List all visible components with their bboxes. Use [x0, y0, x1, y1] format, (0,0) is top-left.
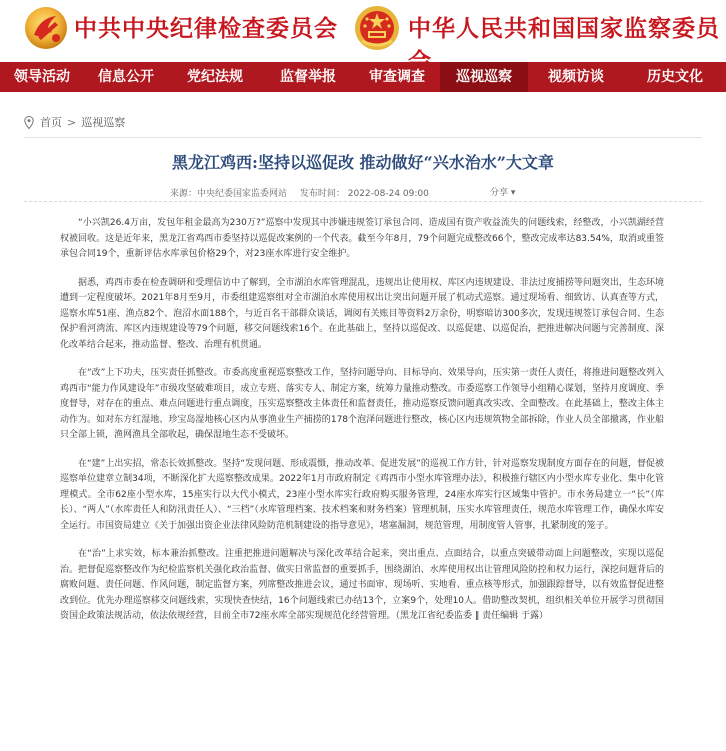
nav-item-history[interactable]: 历史文化: [647, 69, 703, 85]
article-body: [60, 216, 664, 638]
article-source: 来源：中央纪委国家监委网站: [170, 189, 288, 199]
divider: [24, 137, 702, 138]
nav-item-info-disclosure[interactable]: 信息公开: [98, 69, 154, 85]
nav-item-investigation[interactable]: 审查调查: [369, 69, 425, 85]
article-title: 黑龙江鸡西:坚持以巡促改 推动做好“兴水治水”大文章: [172, 153, 554, 172]
location-pin-icon: [24, 116, 34, 129]
nav-item-regulations[interactable]: 党纪法规: [187, 69, 243, 85]
nav-item-leadership[interactable]: 领导活动: [14, 69, 70, 85]
breadcrumb-home-link[interactable]: 首页: [40, 116, 62, 129]
site-header: [0, 0, 726, 62]
paragraph: 在“建”上出实招，常态长效抓整改。坚持“发现问题、形成震慑，推动改革、促进发展”的巡视工作方针，针对巡察发现制度方面存在的问题，督促被巡察单位建章立制34项，不断深化扩大巡察整改成果。2022年1月市政府制定《鸡西市小型水库管理办法》，积极推行辖区内小型水库专业化、集中化管理模式。全市62座小型水库，15座实行以大代小模式，23座小型水库实行政府购买服务管理，24座水库实行区域集中管护。市水务局建立一“长”（库长）、“两人”（水库责任人和防汛责任人）、“三档”（水库管理档案、技术档案和财务档案）管理机制，压实水库管理责任，规范水库管理工作，确保水库安全运行。市国资局建立《关于加强出资企业法律风险防范机制建设的指导意见》，堵塞漏洞，规范管理，用制度管人管事，扎紧制度的笼子。: [60, 458, 664, 531]
paragraph: 在“治”上求实效，标本兼治抓整改。注重把推进问题解决与深化改革结合起来，突出重点、点面结合，以重点突破带动面上问题整改，实现以巡促治。把督促巡察整改作为纪检监察机关强化政治监督、做实日常监督的重要抓手，围绕湖泊、水库使用权出让管理风险防控和权力运行，深挖问题背后的腐败问题、责任问题、作风问题，制定监督方案，列席整改推进会议，通过书面审、现场听、实地看、重点核等形式，加强跟踪督导，以有效监督促进整改到位。优先办理巡察移交问题线索，实现快查快结，16个问题线索已办结13个，立案9个，处理10人。借助整改契机，组织相关单位开展学习贯彻国资国企政策法规活动，依法依规经营，目前全市72座水库全部实现规范化经营管理。（黑龙江省纪委监委 ‖ 责任编辑 于露）: [60, 549, 664, 621]
national-emblem-icon[interactable]: [352, 3, 402, 53]
nav-item-inspection[interactable]: 巡视巡察: [440, 62, 528, 92]
article-meta: [170, 186, 439, 199]
breadcrumb-separator: >: [67, 115, 77, 129]
divider: [24, 201, 702, 202]
party-emblem-icon[interactable]: [22, 4, 70, 52]
breadcrumb: [24, 114, 125, 130]
article-time: 发布时间： 2022-08-24 09:00: [299, 189, 429, 199]
cpc-ccdi-title[interactable]: 中共中央纪律检查委员会: [74, 15, 338, 42]
paragraph: 据悉，鸡西市委在检查调研和受理信访中了解到，全市湖泊水库管理混乱，违规出让使用权、库区内违规建设、非法过度捕捞等问题突出，生态环境遭到一定程度破坏。2021年8月至9月，市委组建巡察组对全市湖泊水库使用权出让突出问题开展了机动式巡察。通过现场看、细致访、认真查等方式，巡察水库51座、渔点82个、泡沼水面188个，与近百名干部群众谈话，调阅有关账目等资料2万余份，明察暗访300多次，发现违规签订承包合同、生态保护看河湾流、库区内违规建设等79个问题，移交问题线索16个。在此基础上，坚持以巡促改、以巡促建、以巡促治，把推进解决问题与完善制度、深化改革结合起来，推动监督、整改、治理有机贯通。: [60, 277, 664, 350]
paragraph: “小兴凯26.4万亩，发包年租金最高为230万?”巡察中发现其中涉嫌违规签订承包合同、造成国有资产收益流失的问题线索，经整改，小兴凯湖经营权被回收。这是近年来，黑龙江省鸡西市委坚持以巡促改案例的一个代表。截至今年8月，79个问题完成整改66个，整改完成率达83.54%，取消或重签承包合同19个，重新评估水库承包价格29个，对23座水库进行安全维护。: [60, 218, 664, 259]
nsc-title[interactable]: 中华人民共和国国家监察委员: [408, 15, 720, 42]
share-button[interactable]: 分享 ▾: [490, 188, 516, 198]
main-nav: [0, 62, 726, 92]
paragraph: 在“改”上下功夫，压实责任抓整改。市委高度重视巡察整改工作，坚持问题导向、目标导向、效果导向，压实第一责任人责任，将推进问题整改列入鸡西市“能力作风建设年”市级攻坚破难项目，成立专班、落实专人、制定方案，统筹力量推动整改。市委巡察工作领导小组精心谋划，坚持月度调度、季度督导，对存在的重点、难点问题进行重点调度，压实巡察整改主体责任和监督责任，推动巡察反馈问题真改实改、全面整改。在此基础上，整改主体主动作为。如对东方红湿地、珍宝岛湿地核心区内从事渔业生产捕捞的178个泡泽问题进行整改，核心区内违规筑物全部拆除，作业人员全部撤离，作业船只全部上锁，渔网渔具全部收起，确保湿地生态不受破坏。: [60, 368, 664, 440]
breadcrumb-current-link[interactable]: 巡视巡察: [81, 116, 126, 129]
nav-item-video[interactable]: 视频访谈: [548, 69, 604, 85]
nav-item-report[interactable]: 监督举报: [280, 69, 336, 85]
